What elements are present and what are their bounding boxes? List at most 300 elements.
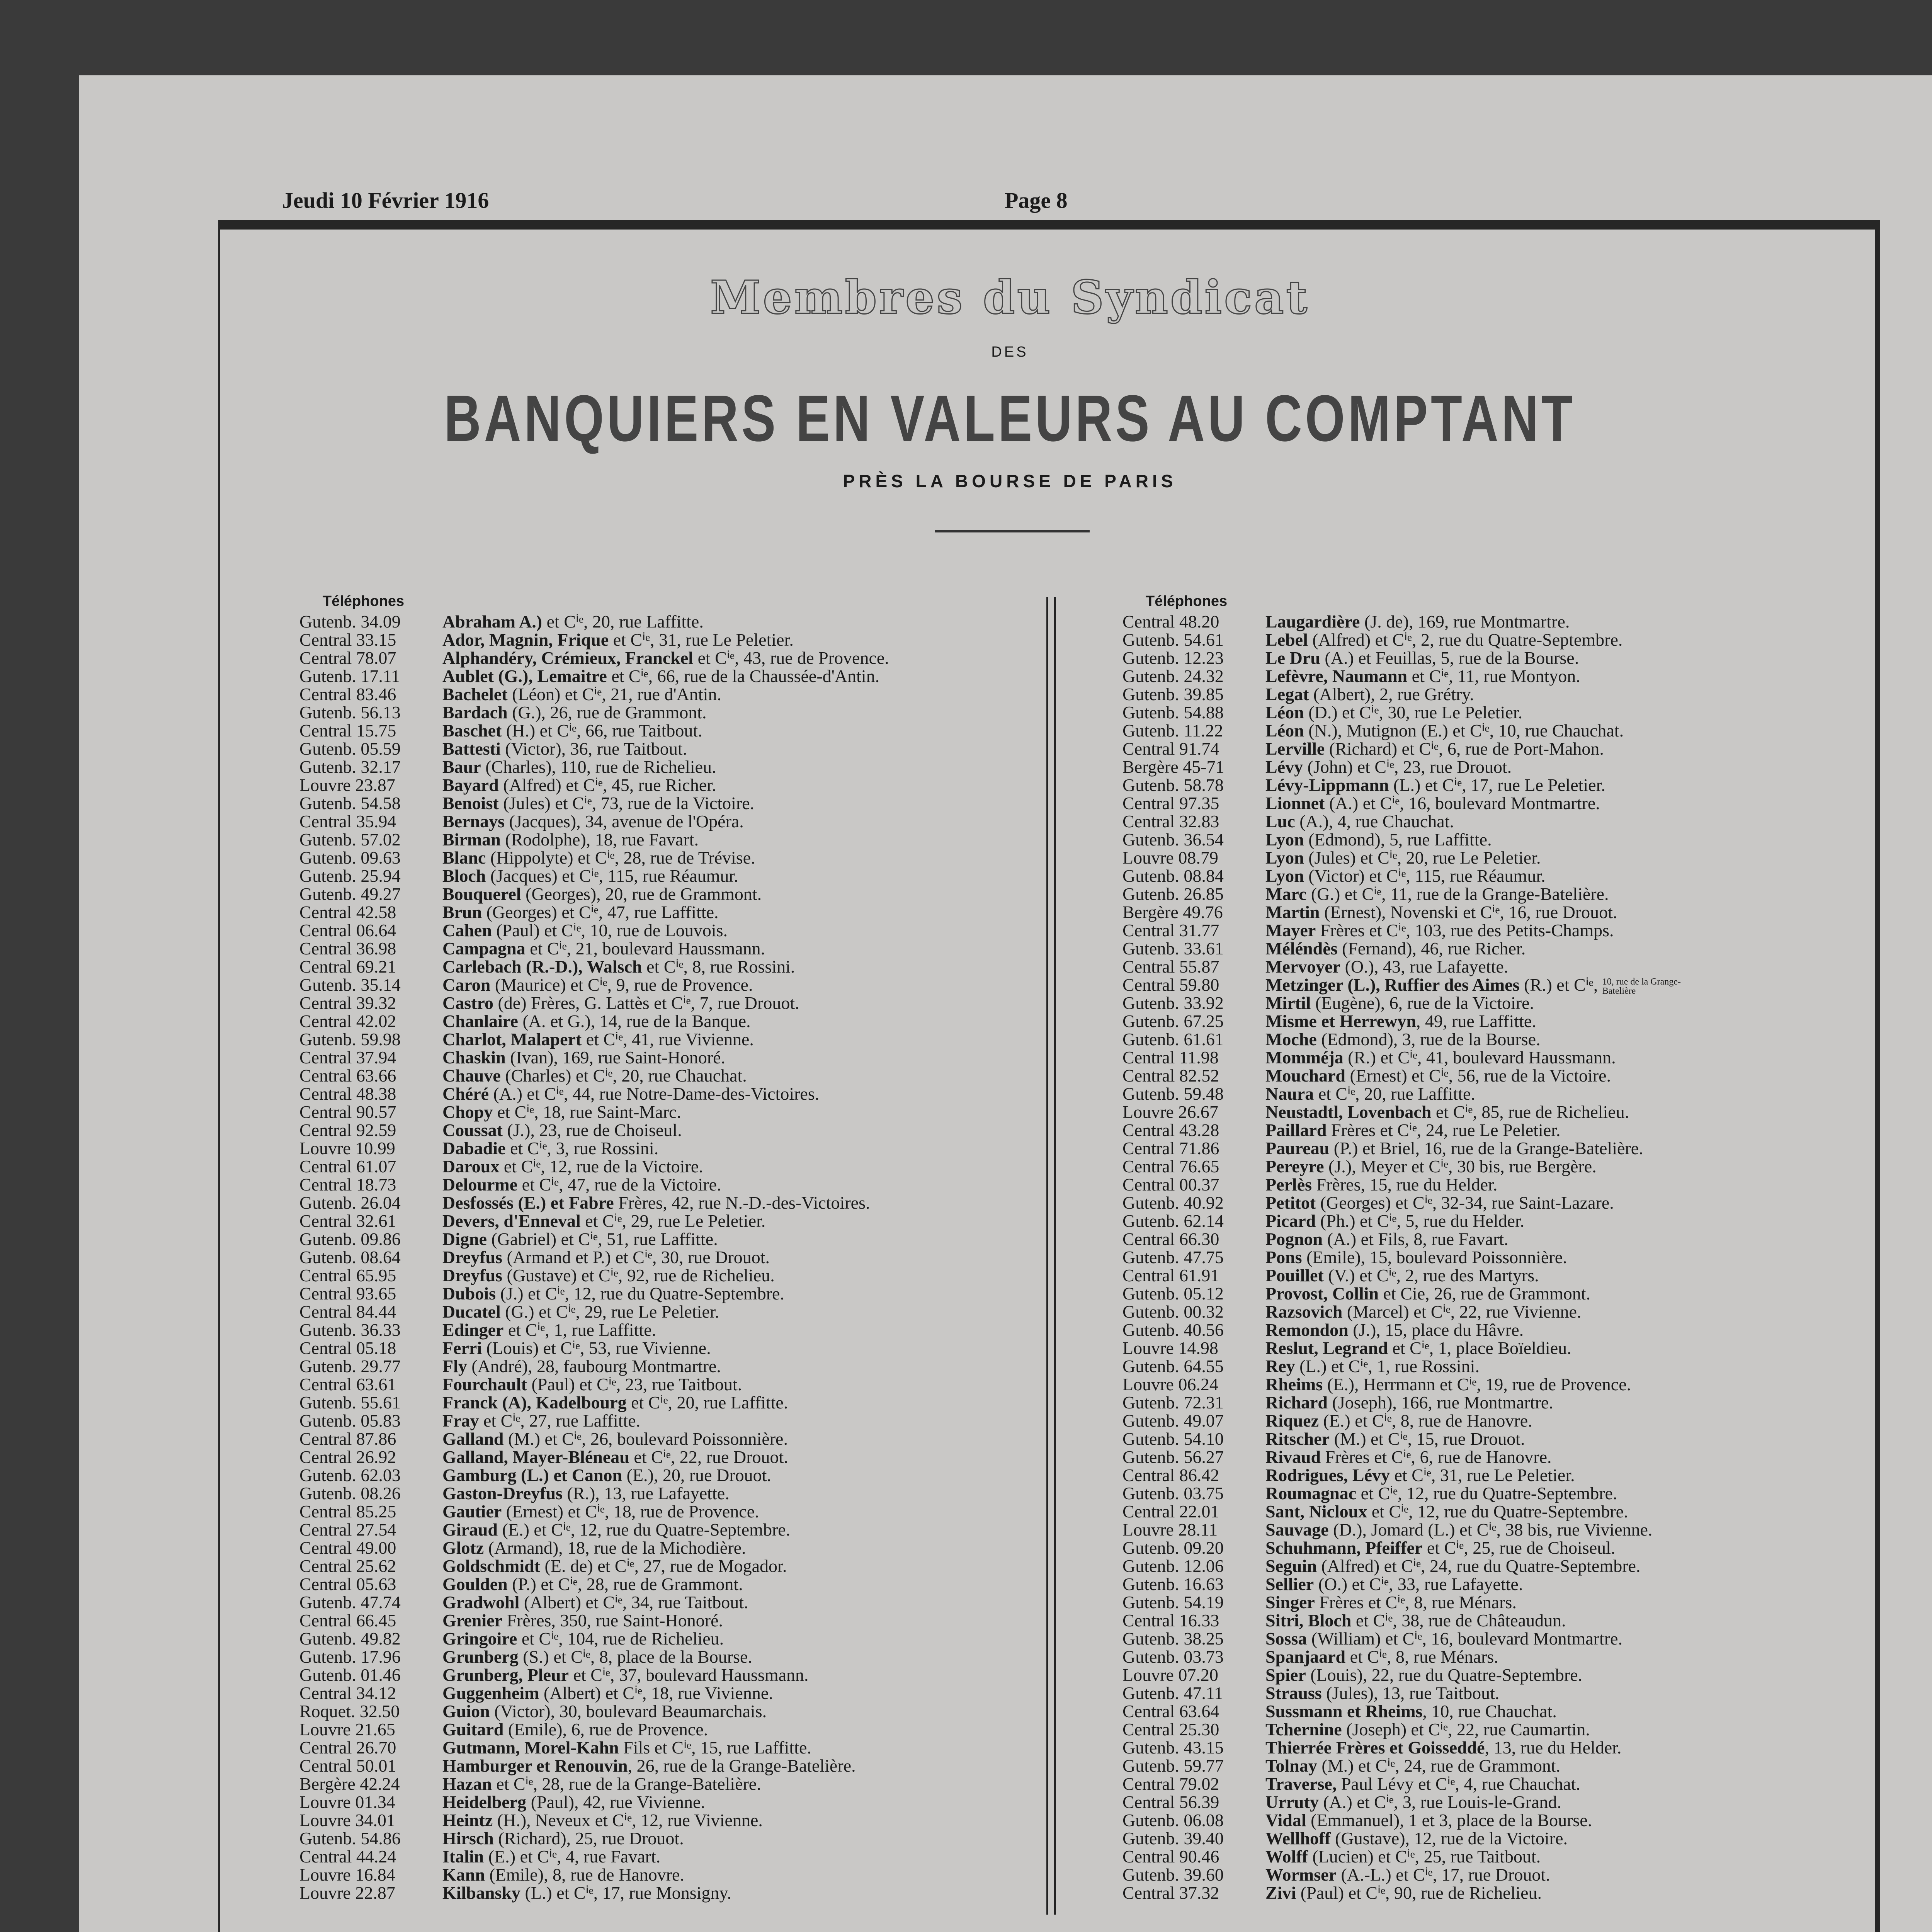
member-address: (J.) et Cⁱᵉ, 12, rue du Quatre-Septembre. — [496, 1284, 784, 1303]
member-row — [299, 1303, 889, 1321]
member-address: Paul Lévy et Cⁱᵉ, 4, rue Chauchat. — [1337, 1774, 1580, 1794]
member-phone: Central 25.62 — [299, 1556, 396, 1576]
member-address: (E.) et Cⁱᵉ, 12, rue du Quatre-Septembre. — [498, 1520, 791, 1539]
member-address: (S.) et Cⁱᵉ, 8, place de la Bourse. — [518, 1647, 752, 1667]
member-entry — [442, 1175, 721, 1194]
member-entry — [442, 1121, 682, 1139]
member-entry — [1265, 867, 1546, 885]
member-name: Galland, Mayer-Bléneau — [442, 1447, 629, 1467]
member-name: Grunberg, Pleur — [442, 1665, 569, 1685]
member-name: Wolff — [1265, 1847, 1308, 1866]
member-name: Fly — [442, 1356, 467, 1376]
member-phone: Gutenb. 05.59 — [299, 739, 401, 759]
member-entry — [1265, 1629, 1622, 1648]
member-name: Fray — [442, 1411, 479, 1430]
member-name: Glotz — [442, 1538, 484, 1558]
member-entry — [442, 703, 707, 721]
member-row — [1122, 867, 1691, 885]
member-row — [1122, 721, 1691, 740]
member-row — [1122, 1484, 1691, 1502]
member-address: Frères, 42, rue N.-D.-des-Victoires. — [614, 1193, 870, 1213]
member-address: et Cⁱᵉ, 28, rue de la Grange-Batelière. — [492, 1774, 761, 1794]
member-name: Dreyfus — [442, 1265, 503, 1285]
member-phone: Central 18.73 — [299, 1175, 396, 1194]
member-entry — [1265, 1357, 1480, 1375]
member-name: Grenier — [442, 1611, 502, 1630]
member-address: (Ernest), Novenski et Cⁱᵉ, 16, rue Drouot. — [1320, 902, 1617, 922]
member-row — [299, 703, 889, 721]
member-phone: Central 37.32 — [1122, 1883, 1219, 1903]
member-entry — [1265, 1757, 1560, 1775]
member-address: (Paul), 42, rue Vivienne. — [526, 1792, 705, 1812]
member-name: Remondon — [1265, 1320, 1349, 1340]
member-address: (Gustave) et Cⁱᵉ, 92, rue de Richelieu. — [502, 1265, 775, 1285]
member-entry — [442, 867, 738, 885]
member-name: Caron — [442, 975, 491, 995]
member-entry — [442, 1430, 788, 1448]
member-phone: Bergère 45-71 — [1122, 757, 1225, 777]
member-phone: Central 61.91 — [1122, 1265, 1219, 1285]
member-entry — [442, 721, 702, 740]
member-name: Momméja — [1265, 1048, 1344, 1067]
member-entry — [1265, 1194, 1614, 1212]
member-row — [1122, 685, 1691, 703]
member-entry — [1265, 1611, 1566, 1629]
member-phone: Gutenb. 26.04 — [299, 1193, 401, 1213]
member-address: (A. et G.), 14, rue de la Banque. — [518, 1011, 751, 1031]
member-phone: Central 25.30 — [1122, 1719, 1219, 1739]
member-address: (Albert) et Cⁱᵉ, 34, rue Taitbout. — [519, 1592, 748, 1612]
member-name: Roumagnac — [1265, 1483, 1357, 1503]
member-entry — [442, 1629, 724, 1648]
member-row — [299, 1357, 889, 1375]
member-address: (Albert), 2, rue Grétry. — [1309, 684, 1474, 704]
member-row — [1122, 994, 1691, 1012]
member-address: et Cⁱᵉ, 85, rue de Richelieu. — [1431, 1102, 1629, 1122]
member-row — [1122, 1520, 1691, 1539]
title-line1: Membres du Syndicat — [710, 270, 1310, 324]
member-address: (J.), Meyer et Cⁱᵉ, 30 bis, rue Bergère. — [1324, 1156, 1597, 1176]
member-name: Paureau — [1265, 1138, 1330, 1158]
ornament-divider — [935, 530, 1090, 532]
member-address: (Edmond), 5, rue Laffitte. — [1304, 830, 1492, 849]
member-phone: Central 78.07 — [299, 648, 396, 668]
member-name: Reslut, Legrand — [1265, 1338, 1388, 1358]
member-phone: Gutenb. 49.27 — [299, 884, 401, 904]
member-row — [299, 1648, 889, 1666]
member-entry — [1265, 1593, 1517, 1611]
member-address: (Maurice) et Cⁱᵉ, 9, rue de Provence. — [490, 975, 753, 995]
member-row — [299, 1466, 889, 1484]
member-phone: Central 90.57 — [299, 1102, 396, 1122]
member-row — [1122, 975, 1691, 997]
member-name: Schuhmann, Pfeiffer — [1265, 1538, 1423, 1558]
member-name: Sauvage — [1265, 1520, 1329, 1539]
member-address: (de) Frères, G. Lattès et Cⁱᵉ, 7, rue Drouot. — [493, 993, 799, 1013]
member-phone: Gutenb. 39.85 — [1122, 684, 1224, 704]
member-address: Frères, 350, rue Saint-Honoré. — [502, 1611, 723, 1630]
member-phone: Gutenb. 17.11 — [299, 666, 400, 686]
member-name: Heintz — [442, 1810, 493, 1830]
member-entry — [1265, 1502, 1628, 1520]
member-phone: Central 50.01 — [299, 1756, 396, 1776]
member-entry — [442, 667, 879, 685]
member-name: Riquez — [1265, 1411, 1319, 1430]
member-row — [1122, 631, 1691, 649]
member-entry — [1265, 667, 1580, 685]
member-address: (Jacques), 34, avenue de l'Opéra. — [505, 811, 744, 831]
title-line3: BANQUIERS EN VALEURS AU COMPTANT — [444, 382, 1576, 455]
member-entry — [442, 1375, 742, 1393]
member-row — [299, 685, 889, 703]
member-phone: Gutenb. 40.56 — [1122, 1320, 1224, 1340]
member-name: Tchernine — [1265, 1719, 1342, 1739]
member-entry — [1265, 1339, 1571, 1357]
member-address: (A.), 4, rue Chauchat. — [1295, 811, 1454, 831]
member-entry — [442, 1139, 658, 1157]
member-name: Picard — [1265, 1211, 1316, 1231]
member-entry — [442, 1157, 703, 1175]
member-name: Baur — [442, 757, 481, 777]
member-phone: Louvre 21.65 — [299, 1719, 395, 1739]
member-address: , 26, rue de la Grange-Batelière. — [628, 1756, 856, 1776]
member-entry — [442, 1738, 811, 1757]
member-entry — [1265, 1066, 1611, 1085]
member-address: (Fernand), 46, rue Richer. — [1337, 939, 1526, 958]
member-row — [1122, 1884, 1691, 1902]
member-phone: Gutenb. 59.77 — [1122, 1756, 1224, 1776]
member-entry — [1265, 939, 1526, 957]
member-row — [1122, 1012, 1691, 1030]
member-row — [1122, 1775, 1691, 1793]
member-row — [299, 957, 889, 976]
member-entry — [1265, 903, 1617, 921]
member-row — [1122, 1412, 1691, 1430]
member-row — [299, 1085, 889, 1103]
member-address: (A.) et Cⁱᵉ, 44, rue Notre-Dame-des-Victoires. — [489, 1084, 820, 1104]
member-name: Vidal — [1265, 1810, 1306, 1830]
member-name: Le Dru — [1265, 648, 1320, 668]
member-name: Dubois — [442, 1284, 496, 1303]
member-address: (E.) et Cⁱᵉ, 4, rue Favart. — [484, 1847, 661, 1866]
member-phone: Gutenb. 25.94 — [299, 866, 401, 886]
member-address: (Léon) et Cⁱᵉ, 21, rue d'Antin. — [507, 684, 721, 704]
member-phone: Gutenb. 49.82 — [299, 1629, 401, 1648]
member-address: (N.), Mutignon (E.) et Cⁱᵉ, 10, rue Chauchat. — [1304, 721, 1624, 740]
member-address: (Richard), 25, rue Drouot. — [493, 1828, 684, 1848]
member-entry — [442, 685, 721, 703]
member-name: Campagna — [442, 939, 526, 958]
member-phone: Central 05.18 — [299, 1338, 396, 1358]
member-address: et Cⁱᵉ, 1, rue Laffitte. — [503, 1320, 656, 1340]
member-phone: Louvre 16.84 — [299, 1865, 395, 1884]
member-name: Metzinger (L.), Ruffier des Aimes — [1265, 975, 1520, 995]
member-entry — [442, 1085, 819, 1103]
member-address: (Rodolphe), 18, rue Favart. — [500, 830, 699, 849]
member-entry — [1265, 1303, 1581, 1321]
member-entry — [442, 1194, 870, 1212]
member-entry — [442, 830, 699, 849]
member-entry — [442, 939, 765, 957]
member-row — [299, 1847, 889, 1866]
member-row — [1122, 903, 1691, 921]
member-row — [1122, 1448, 1691, 1466]
member-address: (Paul) et Cⁱᵉ, 23, rue Taitbout. — [527, 1374, 742, 1394]
member-address: (Gustave), 12, rue de la Victoire. — [1330, 1828, 1568, 1848]
member-row — [1122, 1048, 1691, 1066]
member-entry — [442, 1357, 721, 1375]
member-row — [299, 812, 889, 830]
member-address: et Cⁱᵉ, 47, rue de la Victoire. — [517, 1175, 721, 1194]
member-row — [1122, 740, 1691, 758]
member-address: (Victor), 30, boulevard Beaumarchais. — [490, 1701, 767, 1721]
member-name: Perlès — [1265, 1175, 1312, 1194]
member-name: Seguin — [1265, 1556, 1317, 1576]
member-name: Hazan — [442, 1774, 492, 1794]
member-address: et Cⁱᵉ, 21, boulevard Haussmann. — [525, 939, 765, 958]
member-row — [1122, 1847, 1691, 1866]
member-row — [299, 1866, 889, 1884]
member-phone: Gutenb. 47.75 — [1122, 1247, 1224, 1267]
member-name: Dabadie — [442, 1138, 506, 1158]
member-row — [299, 849, 889, 867]
member-row — [1122, 1393, 1691, 1412]
member-row — [1122, 1321, 1691, 1339]
member-row — [1122, 1030, 1691, 1048]
member-row — [1122, 703, 1691, 721]
member-phone: Gutenb. 49.07 — [1122, 1411, 1224, 1430]
member-name: Thierrée Frères et Goisseddé — [1265, 1738, 1485, 1757]
page-number: Page 8 — [1005, 188, 1068, 213]
member-row — [1122, 1085, 1691, 1103]
member-address: (R.) et Cⁱᵉ, 41, boulevard Haussmann. — [1343, 1048, 1616, 1067]
member-address: (Ph.) et Cⁱᵉ, 5, rue du Helder. — [1316, 1211, 1525, 1231]
member-row — [1122, 1121, 1691, 1139]
member-entry — [1265, 776, 1605, 794]
member-name: Spier — [1265, 1665, 1306, 1685]
member-entry — [1265, 1048, 1616, 1066]
member-name: Lefèvre, Naumann — [1265, 666, 1408, 686]
member-address: et Cⁱᵉ, 12, rue de la Victoire. — [499, 1156, 703, 1176]
member-name: Carlebach (R.-D.), Walsch — [442, 957, 642, 976]
member-address: (Ernest) et Cⁱᵉ, 18, rue de Provence. — [502, 1502, 759, 1521]
member-name: Edinger — [442, 1320, 504, 1340]
member-phone: Central 42.58 — [299, 902, 396, 922]
member-name: Chaskin — [442, 1048, 506, 1067]
member-row — [1122, 1738, 1691, 1757]
member-entry — [1265, 957, 1508, 976]
member-address: et Cⁱᵉ, 43, rue de Provence. — [693, 648, 889, 668]
member-address: (Louis) et Cⁱᵉ, 53, rue Vivienne. — [482, 1338, 711, 1358]
member-row — [299, 1321, 889, 1339]
member-phone: Gutenb. 05.12 — [1122, 1284, 1224, 1303]
member-phone: Central 55.87 — [1122, 957, 1219, 976]
member-address: (Richard) et Cⁱᵉ, 6, rue de Port-Mahon. — [1325, 739, 1604, 759]
member-name: Bouquerel — [442, 884, 521, 904]
member-entry — [1265, 1866, 1550, 1884]
member-row — [299, 939, 889, 957]
member-phone: Gutenb. 34.09 — [299, 612, 401, 631]
member-phone: Gutenb. 36.54 — [1122, 830, 1224, 849]
member-row — [299, 1757, 889, 1775]
member-row — [299, 1066, 889, 1085]
member-entry — [442, 1884, 731, 1902]
member-address: (O.) et Cⁱᵉ, 33, rue Lafayette. — [1314, 1574, 1523, 1594]
member-phone: Louvre 07.20 — [1122, 1665, 1218, 1685]
member-name: Galland — [442, 1429, 504, 1449]
member-row — [1122, 1303, 1691, 1321]
member-entry — [1265, 1738, 1621, 1757]
page-date: Jeudi 10 Février 1916 — [282, 188, 489, 213]
member-row — [1122, 1157, 1691, 1175]
member-entry — [1265, 975, 1691, 997]
member-entry — [1265, 1266, 1539, 1284]
member-row — [1122, 1539, 1691, 1557]
member-row — [299, 1284, 889, 1303]
member-name: Ador, Magnin, Frique — [442, 630, 609, 650]
member-phone: Gutenb. 62.14 — [1122, 1211, 1224, 1231]
member-entry — [442, 812, 744, 830]
member-entry — [1265, 1775, 1580, 1793]
member-row — [299, 885, 889, 903]
member-entry — [1265, 1648, 1498, 1666]
member-row — [1122, 794, 1691, 812]
member-row — [1122, 1702, 1691, 1720]
left-column-heading: Téléphones — [323, 593, 405, 609]
member-phone: Central 86.42 — [1122, 1465, 1219, 1485]
member-phone: Bergère 42.24 — [299, 1774, 400, 1794]
member-phone: Gutenb. 54.10 — [1122, 1429, 1224, 1449]
member-address: (Jacques) et Cⁱᵉ, 115, rue Réaumur. — [486, 866, 738, 886]
member-name: Devers, d'Enneval — [442, 1211, 581, 1231]
member-name: Benoist — [442, 793, 499, 813]
member-row — [299, 1811, 889, 1829]
member-row — [1122, 1684, 1691, 1702]
member-address: (Victor), 36, rue Taitbout. — [500, 739, 687, 759]
member-name: Razsovich — [1265, 1302, 1343, 1321]
member-name: Pouillet — [1265, 1265, 1324, 1285]
member-name: Brun — [442, 902, 482, 922]
member-name: Urruty — [1265, 1792, 1319, 1812]
member-entry — [1265, 649, 1579, 667]
member-phone: Central 39.32 — [299, 993, 396, 1013]
member-row — [1122, 1139, 1691, 1157]
member-address: et Cⁱᵉ, 18, rue Saint-Marc. — [493, 1102, 681, 1122]
member-phone: Gutenb. 35.14 — [299, 975, 401, 995]
member-phone: Gutenb. 08.64 — [299, 1247, 401, 1267]
member-phone: Gutenb. 08.84 — [1122, 866, 1224, 886]
member-phone: Gutenb. 40.92 — [1122, 1193, 1224, 1213]
member-address: (Emile), 8, rue de Hanovre. — [485, 1865, 684, 1884]
member-row — [299, 1194, 889, 1212]
member-address: (Hippolyte) et Cⁱᵉ, 28, rue de Trévise. — [486, 848, 755, 867]
member-phone: Gutenb. 39.60 — [1122, 1865, 1224, 1884]
member-address: Frères et Cⁱᵉ, 8, rue Ménars. — [1315, 1592, 1517, 1612]
member-entry — [1265, 1539, 1615, 1557]
member-row — [299, 1557, 889, 1575]
title-line4: PRÈS LA BOURSE DE PARIS — [843, 471, 1177, 491]
member-name: Dreyfus — [442, 1247, 503, 1267]
member-address: (Alfred) et Cⁱᵉ, 2, rue du Quatre-Septembre. — [1308, 630, 1623, 650]
member-entry — [442, 921, 728, 939]
member-name: Laugardière — [1265, 612, 1360, 631]
member-name: Rivaud — [1265, 1447, 1321, 1467]
member-entry — [442, 976, 753, 994]
member-row — [1122, 1430, 1691, 1448]
member-name: Chopy — [442, 1102, 493, 1122]
member-name: Abraham A.) — [442, 612, 543, 631]
member-entry — [1265, 1103, 1629, 1121]
member-name: Legat — [1265, 684, 1309, 704]
member-address: , 13, rue du Helder. — [1485, 1738, 1622, 1757]
member-row — [299, 740, 889, 758]
member-name: Neustadtl, Lovenbach — [1265, 1102, 1432, 1122]
member-phone: Central 66.45 — [299, 1611, 396, 1630]
member-phone: Central 63.66 — [299, 1066, 396, 1085]
member-row — [1122, 957, 1691, 976]
member-phone: Gutenb. 62.03 — [299, 1465, 401, 1485]
member-entry — [442, 1303, 719, 1321]
member-name: Kilbansky — [442, 1883, 520, 1903]
member-entry — [442, 1266, 775, 1284]
member-row — [1122, 885, 1691, 903]
member-entry — [442, 1012, 751, 1030]
member-entry — [1265, 1030, 1541, 1048]
member-phone: Central 11.98 — [1122, 1048, 1219, 1067]
member-entry — [1265, 1884, 1542, 1902]
member-row — [1122, 1266, 1691, 1284]
member-address: et Cⁱᵉ, 11, rue Montyon. — [1407, 666, 1580, 686]
member-row — [299, 1030, 889, 1048]
member-entry — [1265, 1212, 1524, 1230]
member-address: (John) et Cⁱᵉ, 23, rue Drouot. — [1303, 757, 1512, 777]
member-row — [299, 1248, 889, 1266]
member-phone: Gutenb. 16.63 — [1122, 1574, 1224, 1594]
member-phone: Central 59.80 — [1122, 975, 1219, 995]
member-row — [299, 1448, 889, 1466]
member-phone: Gutenb. 17.96 — [299, 1647, 401, 1667]
member-entry — [1265, 1484, 1617, 1502]
member-name: Ducatel — [442, 1302, 501, 1321]
member-row — [299, 1412, 889, 1430]
member-name: Digne — [442, 1229, 487, 1249]
member-address: (J.), 15, place du Hâvre. — [1348, 1320, 1524, 1340]
member-row — [299, 1266, 889, 1284]
member-entry — [442, 1030, 754, 1048]
member-entry — [442, 1484, 730, 1502]
member-phone: Central 61.07 — [299, 1156, 396, 1176]
member-address: (Joseph), 166, rue Montmartre. — [1328, 1393, 1553, 1412]
member-entry — [1265, 1430, 1525, 1448]
member-row — [299, 667, 889, 685]
member-name: Battesti — [442, 739, 501, 759]
member-phone: Gutenb. 33.61 — [1122, 939, 1224, 958]
member-phone: Central 34.12 — [299, 1683, 396, 1703]
column-divider — [1054, 597, 1056, 1915]
member-row — [1122, 1339, 1691, 1357]
member-row — [299, 1230, 889, 1248]
member-row — [1122, 667, 1691, 685]
member-entry — [1265, 1575, 1523, 1593]
member-phone: Louvre 22.87 — [299, 1883, 395, 1903]
member-row — [299, 1629, 889, 1648]
member-entry — [442, 1048, 725, 1066]
member-phone: Central 15.75 — [299, 721, 396, 740]
member-name: Wellhoff — [1265, 1828, 1331, 1848]
member-entry — [1265, 849, 1541, 867]
member-name: Grunberg — [442, 1647, 519, 1667]
member-phone: Gutenb. 33.92 — [1122, 993, 1224, 1013]
